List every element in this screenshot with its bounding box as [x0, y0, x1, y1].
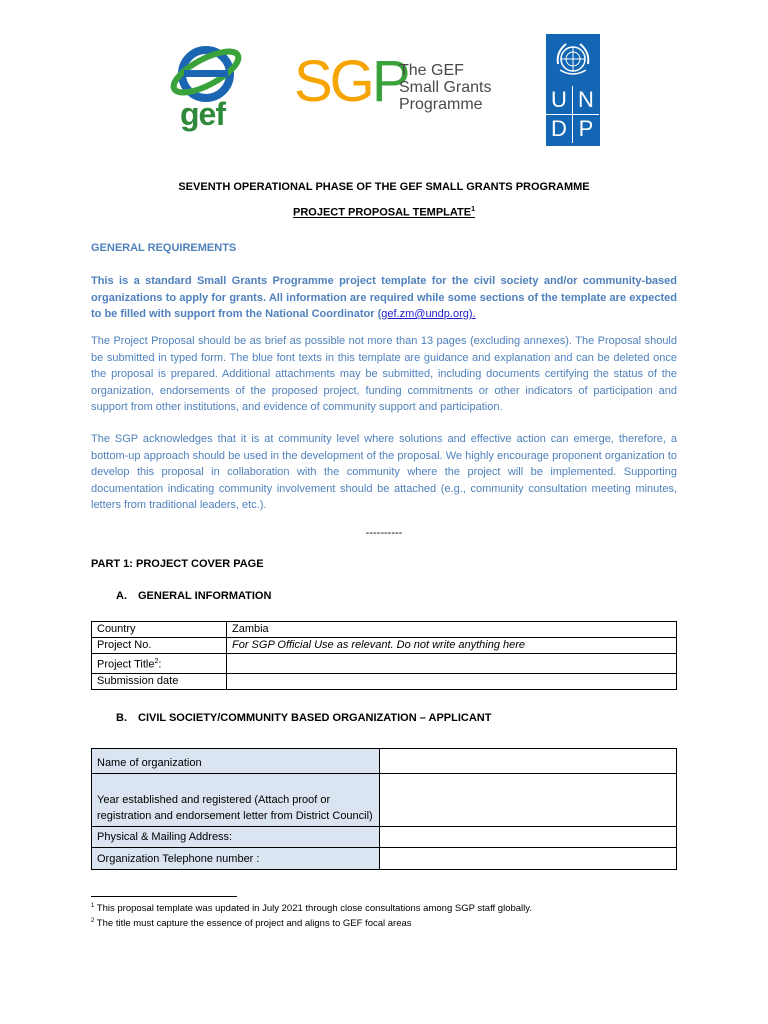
footnote-text: This proposal template was updated in July 2021 through close consultations among SGP staff globally. [94, 903, 532, 915]
requirements-paragraph-1 [91, 273, 677, 323]
part1-heading: PART 1: PROJECT COVER PAGE [91, 558, 264, 570]
telephone-field[interactable] [380, 848, 677, 870]
section-a-heading [116, 590, 271, 602]
table-row [92, 774, 677, 827]
section-title: CIVIL SOCIETY/COMMUNITY BASED ORGANIZATION – APPLICANT [138, 712, 492, 724]
general-requirements-heading: GENERAL REQUIREMENTS [91, 242, 237, 254]
sgp-tagline-line: The GEF [399, 62, 464, 79]
footnote-text: The title must capture the essence of project and aligns to GEF focal areas [94, 918, 412, 930]
footnote-1 [91, 903, 532, 914]
row-label: Name of organization [92, 749, 380, 774]
section-b-heading [116, 712, 491, 724]
footnote-number: 2 [91, 918, 95, 924]
undp-letter: P [578, 116, 594, 141]
footnote-2 [91, 918, 412, 929]
footnote-ref: 2 [154, 658, 159, 665]
document-title: SEVENTH OPERATIONAL PHASE OF THE GEF SMALL GRANTS PROGRAMME [178, 181, 590, 193]
gef-wordmark: gef [180, 96, 225, 132]
organization-name-field[interactable] [380, 749, 677, 774]
table-row [92, 654, 677, 674]
undp-logo [546, 34, 600, 146]
footnote-ref: 1 [471, 206, 475, 213]
row-label: Organization Telephone number : [92, 848, 380, 870]
year-established-field[interactable] [380, 774, 677, 827]
row-label: Year established and registered (Attach proof or registration and endorsement letter from District Council) [92, 774, 380, 827]
section-separator: ---------- [365, 527, 403, 539]
label-text: Project Title [97, 658, 155, 671]
table-row [92, 827, 677, 848]
sgp-wordmark [294, 50, 408, 114]
submission-date-field[interactable] [227, 673, 677, 689]
undp-letter: U [546, 86, 573, 115]
paragraph-end: ). [468, 308, 476, 320]
un-emblem-icon [552, 38, 594, 80]
applicant-table [91, 748, 677, 870]
label-suffix: : [158, 658, 162, 671]
address-field[interactable] [380, 827, 677, 848]
row-label: Project No. [92, 638, 227, 654]
footnote-divider [91, 896, 237, 897]
sgp-letters-sg: SG [294, 49, 372, 114]
country-field[interactable]: Zambia [227, 622, 677, 638]
requirements-paragraph-2: The Project Proposal should be as brief as possible not more than 13 pages (excluding annexes). The Proposal should be submitted in typed form. The blue font texts in this template are guidance and explanation and can be deleted once the proposal is prepared. Additional attachments may be submitted, including documents certifying the status of the organization, endorsements of the proposed project, funding commitments or other indicators of participation and support from other institutions, and evidence of community support and participation. [91, 335, 677, 413]
row-label: Submission date [92, 673, 227, 689]
row-label: Physical & Mailing Address: [92, 827, 380, 848]
row-label: Country [92, 622, 227, 638]
table-row [92, 673, 677, 689]
paragraph-text: This is a standard Small Grants Programme project template for the civil society and/or community-based organizations to apply for grants. All information are required while some sections of the template are expected to be filled with support from the National Coordinator ( [91, 275, 677, 320]
row-label [92, 654, 227, 674]
sgp-tagline [399, 62, 491, 113]
requirements-paragraph-3: The SGP acknowledges that it is at community level where solutions and effective action can emerge, therefore, a bottom-up approach should be used in the development of the proposal. We highly encourage proponent organization to develop this proposal in collaboration with the community where the project will be implemented. Supporting documentation indicating community involvement should be attached (e.g., community consultation meeting minutes, letters from traditional leaders, etc.). [91, 433, 677, 511]
table-row [92, 622, 677, 638]
undp-letter-grid [546, 86, 600, 144]
project-no-field[interactable]: For SGP Official Use as relevant. Do not write anything here [227, 638, 677, 654]
sgp-letter-p: P [371, 49, 408, 114]
table-row [92, 749, 677, 774]
sgp-tagline-line: Programme [399, 96, 483, 113]
document-subtitle [0, 206, 768, 219]
undp-letter: N [573, 86, 599, 115]
undp-letter: D [546, 115, 573, 143]
section-title: GENERAL INFORMATION [138, 590, 272, 602]
subtitle-text: PROJECT PROPOSAL TEMPLATE [293, 206, 472, 219]
table-row [92, 848, 677, 870]
project-title-field[interactable] [227, 654, 677, 674]
table-row [92, 638, 677, 654]
footnote-number: 1 [91, 903, 95, 909]
section-letter: B. [116, 712, 127, 724]
sgp-tagline-line: Small Grants [399, 79, 492, 96]
section-letter: A. [116, 590, 127, 602]
general-information-table [91, 621, 677, 690]
coordinator-email-link[interactable]: gef.zm@undp.org [381, 308, 469, 320]
